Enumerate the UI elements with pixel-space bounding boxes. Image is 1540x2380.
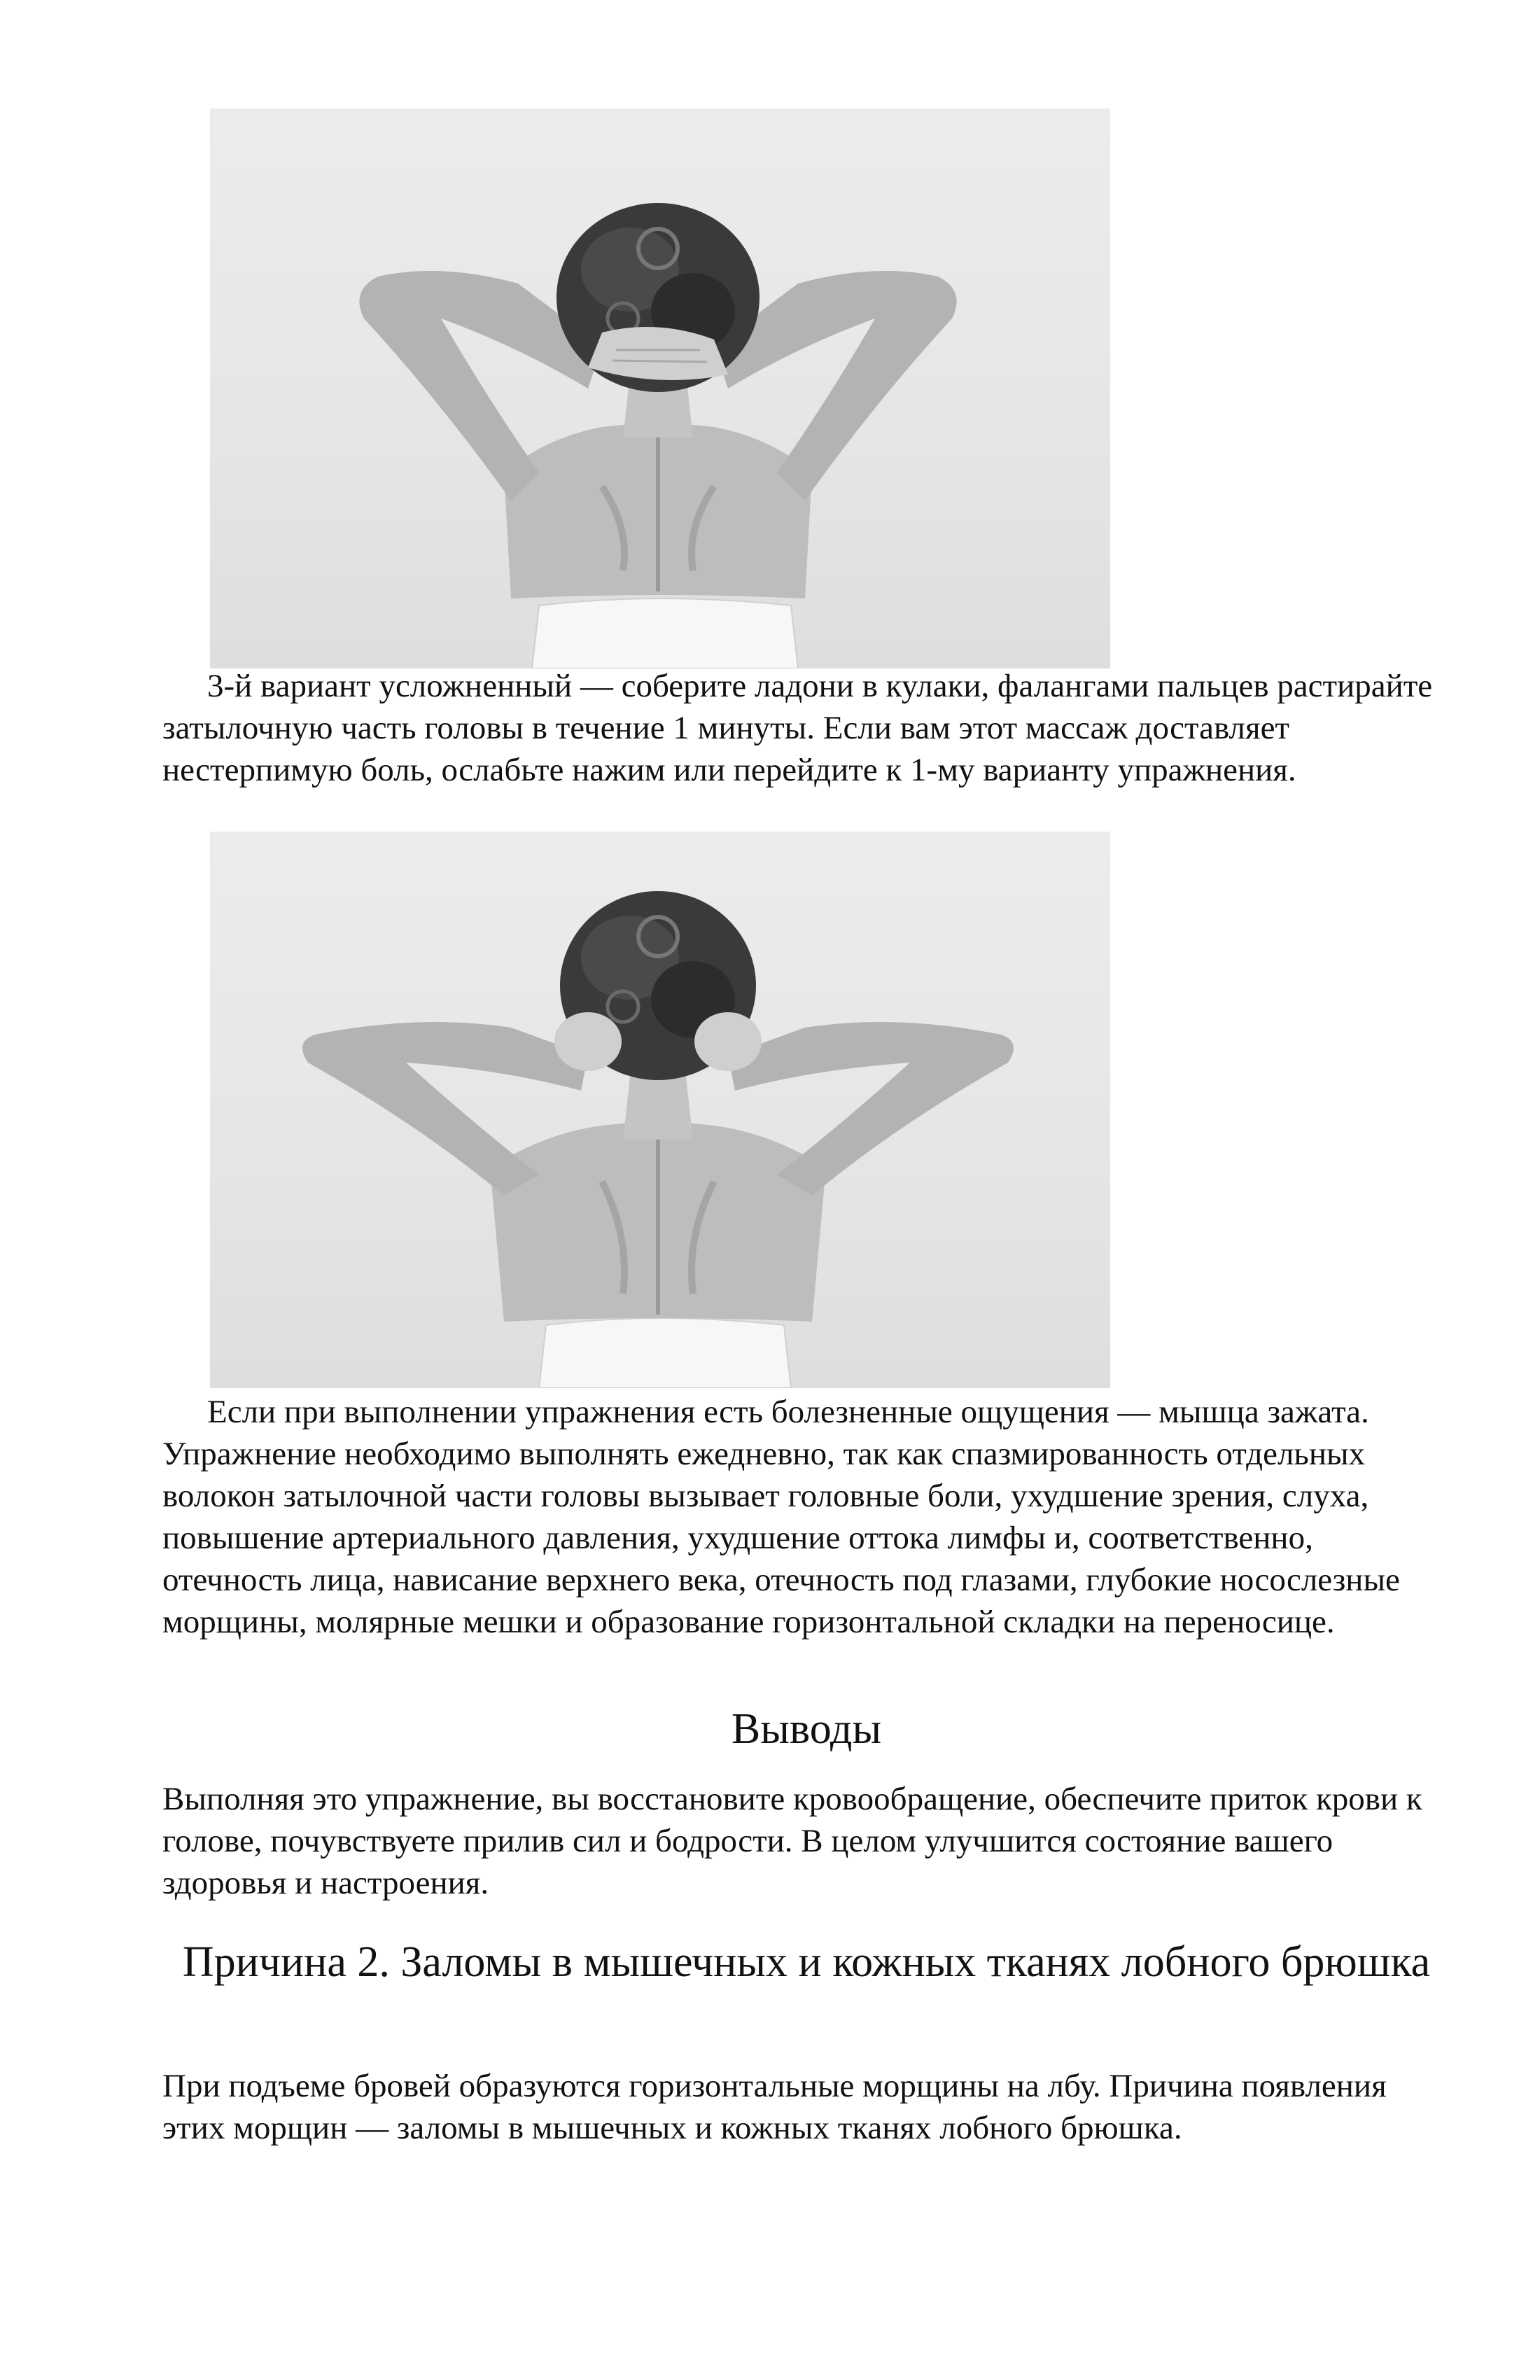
paragraph-variant3: 3-й вариант усложненный — соберите ладони в кулаки, фалангами пальцев растирайте затылочную часть головы в течение 1 минуты. Если вам этот массаж доставляет нестерпимую боль, ослабьте нажим или перейдите к 1-му варианту упражнения.: [162, 668, 1433, 788]
paragraph-pain: Если при выполнении упражнения есть болезненные ощущения — мышца зажата. Упражнение необходимо выполнять ежедневно, так как спазмированность отдельных волокон затылочной части головы вызывает головные боли, ухудшение зрения, слуха, повышение артериального давления, ухудшение оттока лимфы и, соответственно, отечность лица, нависание верхнего века, отечность под глазами, глубокие носослезные морщины, молярные мешки и образование горизонтальной складки на переносице.: [162, 1394, 1400, 1640]
exercise-photo-fists: [210, 832, 1110, 1388]
paragraph-reason-2: При подъеме бровей образуются горизонтальные морщины на лбу. Причина появления этих морщин — заломы в мышечных и кожных тканях лобного брюшка.: [162, 2068, 1387, 2146]
exercise-photo-palms-illustration: [210, 108, 1110, 668]
heading-conclusions: Выводы: [731, 1705, 882, 1753]
exercise-photo-palms: [210, 108, 1110, 668]
heading-reason-2: Причина 2. Заломы в мышечных и кожных тканях лобного брюшка: [182, 1938, 1431, 1986]
exercise-photo-fists-illustration: [210, 832, 1110, 1388]
paragraph-conclusions: Выполняя это упражнение, вы восстановите кровообращение, обеспечите приток крови к голове, почувствуете прилив сил и бодрости. В целом улучшится состояние вашего здоровья и настроения.: [162, 1781, 1422, 1901]
